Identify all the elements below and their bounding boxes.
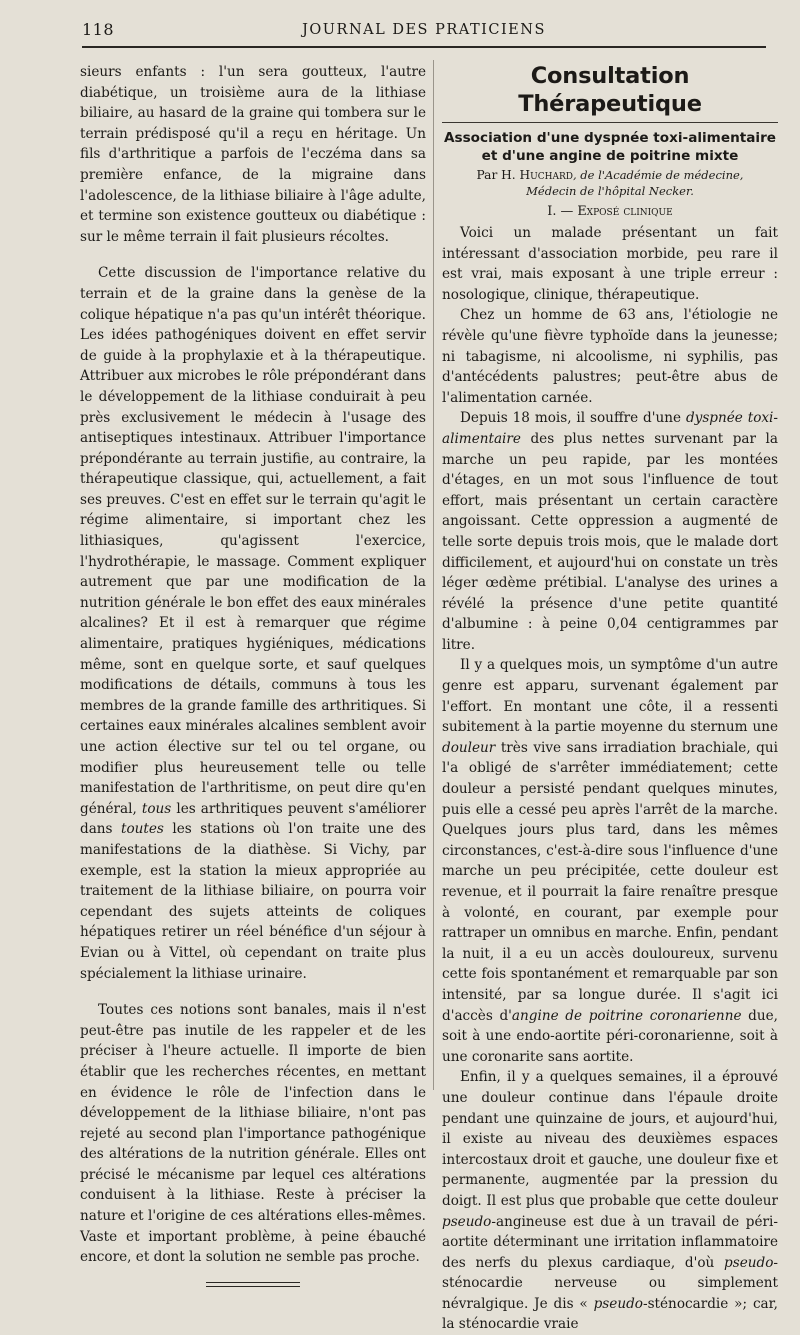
paragraph-right-5	[442, 1067, 778, 1335]
part-number: I. —	[547, 204, 574, 219]
part-heading	[442, 201, 778, 223]
text-run: due, soit à une endo-aortite péri-coronarienne, soit à une coronarite sans aortite.	[442, 1007, 778, 1065]
paragraph-right-3	[442, 408, 778, 655]
text-run: les stations où l'on traite une des manifestations de la diathèse. Si Vichy, par exemple, est la station la mieux appropriée au traitement de la lithiase biliaire, on pourra voir cependant des sujets atteints de coliques hépatiques retirer un réel bénéfice d'un séjour à Evian ou à Vittel, où cependant on traite plus spécialement la lithiase urinaire.	[80, 821, 426, 982]
part-heading-text: Exposé clinique	[577, 204, 673, 219]
text-run: -angineuse est due à un travail de péri-aortite déterminant une irritation inflammatoire des nerfs du plexus cardiaque, d'où	[442, 1213, 778, 1271]
text-run: les arthritiques peuvent s'améliorer dans	[80, 800, 427, 838]
column-divider	[433, 60, 434, 1090]
left-column	[80, 62, 426, 1287]
paragraph-left-1: sieurs enfants : l'un sera goutteux, l'autre diabétique, un troisième aura de la lithiase biliaire, au hasard de la graine qui tombera sur le terrain prédisposé qu'il a reçu en héritage. Un fils d'arthritique a parfois de l'eczéma dans sa première enfance, de la migraine dans l'adolescence, de la lithiase biliaire à l'âge adulte, et termine son existence goutteux ou diabétique : sur le même terrain il fait plusieurs récoltes.	[80, 64, 426, 245]
text-run: Enfin, il y a quelques semaines, il a éprouvé une douleur continue dans l'épaule droite pendant une quinzaine de jours, et aujourd'hui, il existe au niveau des deuxièmes espaces intercostaux droit et gauche, une douleur fixe et permanente, augmentée par la pression du doigt. Il est plus que probable que cette douleur	[442, 1069, 778, 1209]
emphasis-toutes: toutes	[121, 821, 164, 838]
journal-title: JOURNAL DES PRATICIENS	[302, 22, 546, 38]
paragraph-left-3: Toutes ces notions sont banales, mais il n'est peut-être pas inutile de les rappeler et de les préciser à l'heure actuelle. Il importe de bien établir que les recherches récentes, en mettant en évidence le rôle de l'infection dans le développement de la lithiase biliaire, n'ont pas rejeté au second plan l'importance pathogénique des altérations de la nutrition générale. Elles ont précisé le mécanisme par lequel ces altérations conduisent à la lithiase. Reste à préciser la nature et l'origine de ces altérations elles-mêmes. Vaste et important problème, à peine ébauché encore, et dont la solution ne semble pas proche.	[80, 1002, 426, 1266]
paragraph-left-2	[80, 263, 426, 984]
text-run: très vive sans irradiation brachiale, qui l'a obligé de s'arrêter immédiatement; cette douleur a persisté pendant quelques minutes, puis elle a cessé peu après l'arrêt de la marche. Quelques jours plus tard, dans les mêmes circonstances, c'est-à-dire sous l'influence d'une marche un peu précipitée, cette douleur est revenue, et il pourrait la faire renaître presque à volonté, en courant, par exemple pour rattraper un omnibus en marche. Enfin, pendant la nuit, il a eu un accès douloureux, survenu cette fois spontanément et remarquable par son intensité, par sa longue durée. Il s'agit ici d'accès d'	[442, 739, 778, 1024]
text-run: Cette discussion de l'importance relative du terrain et de la graine dans la genèse de la colique hépatique n'a pas qu'un intérêt théorique. Les idées pathogéniques doivent en effet servir de guide à la prophylaxie et à la thérapeutique. Attribuer aux microbes le rôle prépondérant dans le développement de la lithiase conduirait à peu près exclusivement le médecin à l'usage des antiseptiques intestinaux. Attribuer l'importance prépondérante au terrain justifie, au contraire, la thérapeutique classique, qui, actuellement, a fait ses preuves. C'est en effet sur le terrain qu'agit le régime alimentaire, si important chez les lithiasiques, qu'agissent l'exercice, l'hydrothérapie, le massage. Comment expliquer autrement que par une modification de la nutrition générale le bon effet des eaux minérales alcalines? Et il est à remarquer que régime alimentaire, pratiques hygiéniques, médications même, sont en quelque sorte, et sauf quelques modifications de détails, communs à tous les membres de la grande famille des arthritiques. Si certaines eaux minérales alcalines semblent avoir une action élective sur tel ou tel organe, ou modifier plus heureusement telle ou telle manifestation de l'arthritisme, on peut dire qu'en général,	[80, 265, 426, 817]
text-run: Depuis 18 mois, il souffre d'une	[460, 410, 682, 427]
paragraph-right-2: Chez un homme de 63 ans, l'étiologie ne révèle qu'une fièvre typhoïde dans la jeunesse; ni tabagisme, ni alcoolisme, ni syphilis, pas d'antécédents palustres; peut-être abus de l'alimentation carnée.	[442, 307, 778, 406]
article-title: Association d'une dyspnée toxi-alimentaire et d'une angine de poitrine mixte	[443, 130, 777, 164]
text-run: des plus nettes survenant par la marche un peu rapide, par les montées d'étages, en un mot sous l'influence de tout effort, mais présentant un certain caractère angoissant. Cette oppression a augmenté de telle sorte depuis trois mois, que le malade dort difficilement, et aujourd'hui on constate un très léger œdème prétibial. L'analyse des urines a révélé la présence d'une petite quantité d'albumine : à peine 0,04 centigrammes par litre.	[442, 430, 778, 653]
emphasis-tous: tous	[141, 800, 172, 817]
section-title: Consultation Thérapeutique	[442, 62, 778, 123]
byline	[442, 167, 778, 199]
text-run: -sténocardie nerveuse ou simplement névralgique. Je dis «	[442, 1254, 778, 1312]
paragraph-right-1: Voici un malade présentant un fait intéressant d'association morbide, peu rare il est vrai, mais exposant à une triple erreur : nosologique, clinique, thérapeutique.	[442, 225, 778, 303]
emphasis-angine: angine de poitrine coronarienne	[511, 1007, 742, 1024]
emphasis-pseudo: pseudo	[442, 1213, 492, 1230]
right-column	[442, 62, 778, 1335]
page-number: 118	[82, 20, 115, 39]
end-of-article-rule	[206, 1282, 300, 1287]
text-run: -sténocardie »; car, la sténocardie vraie	[442, 1295, 778, 1333]
byline-prefix: Par H.	[476, 168, 516, 182]
text-run: Il y a quelques mois, un symptôme d'un autre genre est apparu, survenant également par l'effort. En montant une côte, il a ressenti subitement à la partie moyenne du sternum une	[442, 657, 778, 736]
byline-author: Huchard	[519, 168, 573, 182]
page-header	[82, 20, 766, 48]
emphasis-pseudo: pseudo	[593, 1295, 643, 1312]
emphasis-dyspnee: dyspnée toxi-alimentaire	[442, 410, 778, 447]
byline-role: , de l'Académie de médecine,	[572, 168, 744, 182]
byline-affiliation: Médecin de l'hôpital Necker.	[526, 184, 694, 198]
emphasis-pseudo: pseudo	[724, 1254, 774, 1271]
paragraph-right-4	[442, 655, 778, 1067]
emphasis-douleur: douleur	[442, 739, 496, 756]
